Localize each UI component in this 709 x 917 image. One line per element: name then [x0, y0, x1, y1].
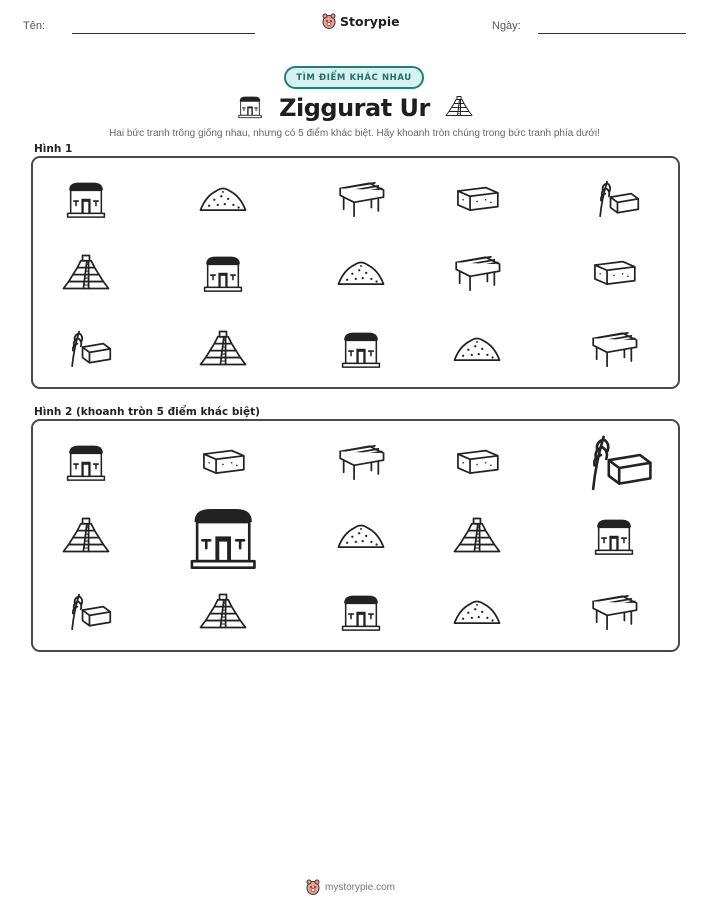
bench-icon[interactable]	[335, 438, 387, 484]
grain-pile-icon	[197, 175, 249, 221]
temple-icon[interactable]	[179, 496, 267, 574]
ziggurat-icon[interactable]	[451, 512, 503, 558]
bench-icon[interactable]	[588, 588, 640, 634]
picture-2-panel[interactable]	[31, 419, 680, 652]
bench-icon	[451, 249, 503, 295]
temple-icon	[235, 92, 265, 125]
temple-icon[interactable]	[335, 588, 387, 634]
brick-icon	[588, 249, 640, 295]
activity-badge: TÌM ĐIỂM KHÁC NHAU	[284, 66, 424, 89]
storypie-logo	[322, 13, 400, 29]
storypie-mascot-icon	[306, 879, 320, 895]
temple-icon	[335, 325, 387, 371]
grain-pile-icon	[451, 325, 503, 371]
ziggurat-icon	[197, 325, 249, 371]
date-field[interactable]	[538, 33, 686, 34]
wheat-brick-icon	[588, 175, 640, 221]
footer-url: mystorypie.com	[325, 881, 396, 893]
ziggurat-icon	[60, 249, 112, 295]
panel-1-label: Hình 1	[34, 143, 73, 155]
picture-1-panel	[31, 156, 680, 389]
date-label: Ngày:	[492, 20, 521, 32]
title-row	[0, 88, 709, 128]
bench-icon	[588, 325, 640, 371]
bench-icon	[335, 175, 387, 221]
brand-name: Storypie	[340, 13, 400, 29]
grain-pile-icon[interactable]	[335, 512, 387, 558]
instructions: Hai bức tranh trông giống nhau, nhưng có 5 điểm khác biệt. Hãy khoanh tròn chúng trong bức tranh phía dưới!	[109, 128, 600, 139]
storypie-mascot-icon	[322, 13, 336, 29]
ziggurat-icon[interactable]	[60, 512, 112, 558]
ziggurat-icon[interactable]	[197, 588, 249, 634]
temple-icon	[197, 249, 249, 295]
panel-2-label: Hình 2 (khoanh tròn 5 điểm khác biệt)	[34, 406, 260, 418]
temple-icon[interactable]	[60, 438, 112, 484]
wheat-brick-icon[interactable]	[575, 427, 653, 496]
grain-pile-icon	[335, 249, 387, 295]
temple-icon	[60, 175, 112, 221]
grain-pile-icon[interactable]	[451, 588, 503, 634]
footer	[306, 879, 395, 895]
wheat-brick-icon	[60, 325, 112, 371]
ziggurat-icon	[444, 92, 474, 125]
brick-icon[interactable]	[197, 438, 249, 484]
wheat-brick-icon[interactable]	[60, 588, 112, 634]
temple-icon[interactable]	[588, 512, 640, 558]
name-label: Tên:	[23, 20, 46, 32]
name-field[interactable]	[72, 33, 255, 34]
brick-icon	[451, 175, 503, 221]
brick-icon[interactable]	[451, 438, 503, 484]
page-title: Ziggurat Ur	[279, 94, 430, 122]
